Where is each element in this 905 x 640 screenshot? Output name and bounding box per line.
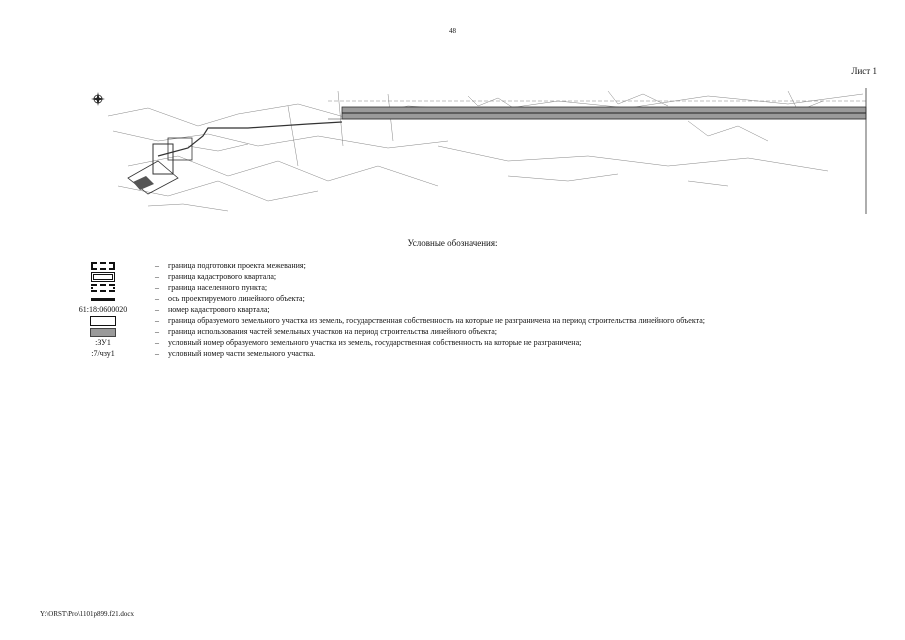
cadastral-map — [88, 86, 870, 216]
legend-item: – граница населенного пункта; — [60, 283, 850, 293]
legend — [60, 261, 850, 360]
double-boundary-symbol — [91, 272, 115, 282]
legend-item: – ось проектируемого линейного объекта; — [60, 294, 850, 304]
legend-label: граница образуемого земельного участка из земель, государственная собственность на которые не разграничена на период строительства линейного объекта; — [168, 316, 705, 325]
legend-label: граница подготовки проекта межевания; — [168, 261, 306, 270]
cadastral-number-symbol: 61:18:0600020 — [78, 305, 128, 314]
plot-boundary-symbol — [90, 316, 116, 326]
legend-item: – граница использования частей земельных участков на период строительства линейного объекта; — [60, 327, 850, 337]
legend-label: условный номер части земельного участка. — [168, 349, 316, 358]
axis-line-symbol — [91, 298, 115, 301]
legend-item: – граница подготовки проекта межевания; — [60, 261, 850, 271]
page-number: 48 — [449, 27, 456, 35]
dashed-boundary-symbol — [91, 262, 115, 270]
legend-title: Условные обозначения: — [407, 238, 498, 248]
legend-item: – граница кадастрового квартала; — [60, 272, 850, 282]
legend-item: 61:18:0600020 – номер кадастрового квартала; — [60, 305, 850, 315]
legend-label: граница населенного пункта; — [168, 283, 268, 292]
dashdot-boundary-symbol — [91, 284, 115, 292]
legend-item: :7/чзу1 – условный номер части земельного участка. — [60, 349, 850, 359]
legend-item: :ЗУ1 – условный номер образуемого земельного участка из земель, государственная собственность на которые не разграничена; — [60, 338, 850, 348]
usage-area-symbol — [90, 328, 116, 337]
legend-label: граница использования частей земельных участков на период строительства линейного объекта; — [168, 327, 498, 336]
north-arrow-icon — [91, 92, 105, 106]
legend-label: номер кадастрового квартала; — [168, 305, 270, 314]
legend-label: граница кадастрового квартала; — [168, 272, 277, 281]
legend-item: – граница образуемого земельного участка из земель, государственная собственность на которые не разграничена на период строительства линейного объекта; — [60, 316, 850, 326]
plot-number-symbol: :ЗУ1 — [95, 338, 111, 347]
part-number-symbol: :7/чзу1 — [91, 349, 115, 358]
project-corridor — [128, 88, 866, 214]
legend-label: ось проектируемого линейного объекта; — [168, 294, 305, 303]
legend-label: условный номер образуемого земельного участка из земель, государственная собственность на которые не разграничена; — [168, 338, 582, 347]
file-path-footer: Y:\ORST\Pro\1101p899.f21.docx — [40, 610, 134, 618]
sheet-label: Лист 1 — [851, 66, 877, 76]
